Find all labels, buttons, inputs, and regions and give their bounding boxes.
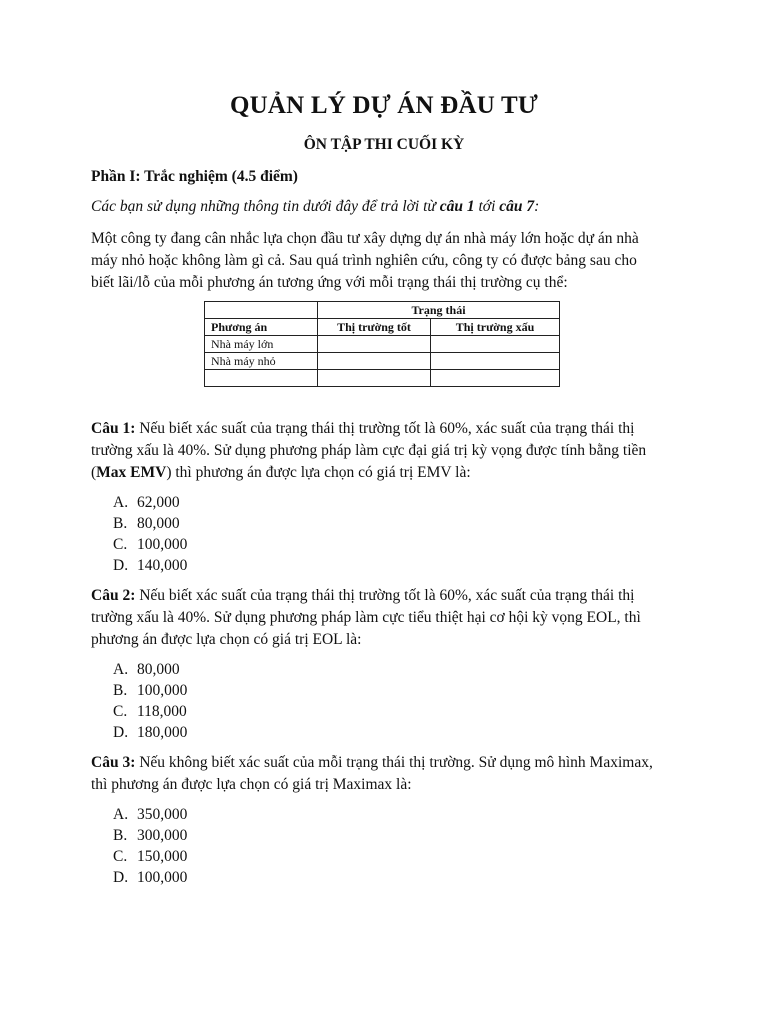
option-text: 62,000 <box>137 494 180 511</box>
question-3 <box>91 752 681 796</box>
option-item <box>113 701 187 722</box>
bold-term: Max EMV <box>96 464 167 481</box>
payoff-table <box>204 301 560 387</box>
question-line <box>91 585 681 607</box>
question-text: Nếu biết xác suất của trạng thái thị trường tốt là 60%, xác suất của trạng thái thị <box>135 587 635 604</box>
option-letter: D. <box>113 557 129 574</box>
option-item <box>113 825 187 846</box>
question-line: trường xấu là 40%. Sử dụng phương pháp làm cực tiểu thiệt hại cơ hội kỳ vọng EOL, thì <box>91 609 641 626</box>
question-line <box>91 752 681 774</box>
option-text: 100,000 <box>137 682 188 699</box>
option-item <box>113 659 187 680</box>
question-line: thì phương án được lựa chọn có giá trị Maximax là: <box>91 776 412 793</box>
question-label: Câu 3: <box>91 754 136 771</box>
question-text: Nếu biết xác suất của trạng thái thị trường tốt là 60%, xác suất của trạng thái thị <box>135 420 635 437</box>
instruction-suffix: : <box>534 198 540 215</box>
table-header-option: Phương án <box>205 319 318 336</box>
option-letter: C. <box>113 703 128 720</box>
table-cell <box>431 353 560 370</box>
question-line: phương án được lựa chọn có giá trị EOL là: <box>91 631 362 648</box>
option-item <box>113 722 187 743</box>
option-letter: A. <box>113 494 129 511</box>
option-text: 180,000 <box>137 724 188 741</box>
option-item <box>113 555 187 576</box>
option-letter: D. <box>113 869 129 886</box>
intro-line: máy nhỏ hoặc không làm gì cả. Sau quá trình nghiên cứu, công ty có được bảng sau cho <box>91 252 637 269</box>
option-letter: A. <box>113 806 129 823</box>
instruction-text <box>91 196 681 218</box>
option-text: 100,000 <box>137 869 188 886</box>
option-text: 140,000 <box>137 557 188 574</box>
question-text: Nếu không biết xác suất của mỗi trạng thái thị trường. Sử dụng mô hình Maximax, <box>135 754 653 771</box>
question-2-options <box>113 659 187 743</box>
option-text: 118,000 <box>137 703 187 720</box>
table-row <box>205 370 560 387</box>
option-letter: C. <box>113 536 128 553</box>
option-item <box>113 846 187 867</box>
option-item <box>113 804 187 825</box>
option-letter: D. <box>113 724 129 741</box>
instruction-prefix: Các bạn sử dụng những thông tin dưới đây để trả lời từ <box>91 198 440 215</box>
intro-paragraph <box>91 228 681 294</box>
instruction-middle: tới <box>474 198 500 215</box>
intro-line: biết lãi/lỗ của mỗi phương án tương ứng với mỗi trạng thái thị trường cụ thể: <box>91 274 568 291</box>
table-cell <box>318 336 431 353</box>
option-text: 80,000 <box>137 515 180 532</box>
table-cell <box>431 336 560 353</box>
instruction-to: câu 7 <box>499 198 535 215</box>
table-header-good: Thị trường tốt <box>318 319 431 336</box>
question-label: Câu 1: <box>91 420 136 437</box>
option-letter: A. <box>113 661 129 678</box>
question-text: ( <box>91 464 97 481</box>
question-1 <box>91 418 681 484</box>
instruction-from: câu 1 <box>439 198 475 215</box>
option-text: 150,000 <box>137 848 188 865</box>
option-text: 300,000 <box>137 827 188 844</box>
option-letter: B. <box>113 515 128 532</box>
table-cell <box>318 353 431 370</box>
table-cell: Nhà máy lớn <box>205 336 318 353</box>
question-text: ) thì phương án được lựa chọn có giá trị EMV là: <box>166 464 471 481</box>
option-text: 350,000 <box>137 806 188 823</box>
option-item <box>113 513 187 534</box>
option-text: 80,000 <box>137 661 180 678</box>
table-cell <box>431 370 560 387</box>
question-1-options <box>113 492 187 576</box>
option-item <box>113 867 187 888</box>
table-group-header: Trạng thái <box>318 302 560 319</box>
intro-line: Một công ty đang cân nhắc lựa chọn đầu tư xây dựng dự án nhà máy lớn hoặc dự án nhà <box>91 230 639 247</box>
table-cell <box>318 370 431 387</box>
option-item <box>113 492 187 513</box>
question-2 <box>91 585 681 651</box>
table-cell: Nhà máy nhỏ <box>205 353 318 370</box>
option-letter: C. <box>113 848 128 865</box>
document-title: QUẢN LÝ DỰ ÁN ĐẦU TƯ <box>230 92 538 119</box>
table-header-bad: Thị trường xấu <box>431 319 560 336</box>
question-line <box>91 462 681 484</box>
question-line <box>91 418 681 440</box>
option-letter: B. <box>113 827 128 844</box>
option-letter: B. <box>113 682 128 699</box>
option-item <box>113 534 187 555</box>
question-label: Câu 2: <box>91 587 136 604</box>
table-cell <box>205 370 318 387</box>
option-item <box>113 680 187 701</box>
section-heading: Phần I: Trắc nghiệm (4.5 điểm) <box>91 168 298 185</box>
option-text: 100,000 <box>137 536 188 553</box>
table-row <box>205 353 560 370</box>
question-3-options <box>113 804 187 888</box>
table-corner-cell <box>205 302 318 319</box>
question-line: trường xấu là 40%. Sử dụng phương pháp làm cực đại giá trị kỳ vọng được tính bằng tiền <box>91 442 647 459</box>
table-row <box>205 336 560 353</box>
document-subtitle: ÔN TẬP THI CUỐI KỲ <box>303 136 465 153</box>
